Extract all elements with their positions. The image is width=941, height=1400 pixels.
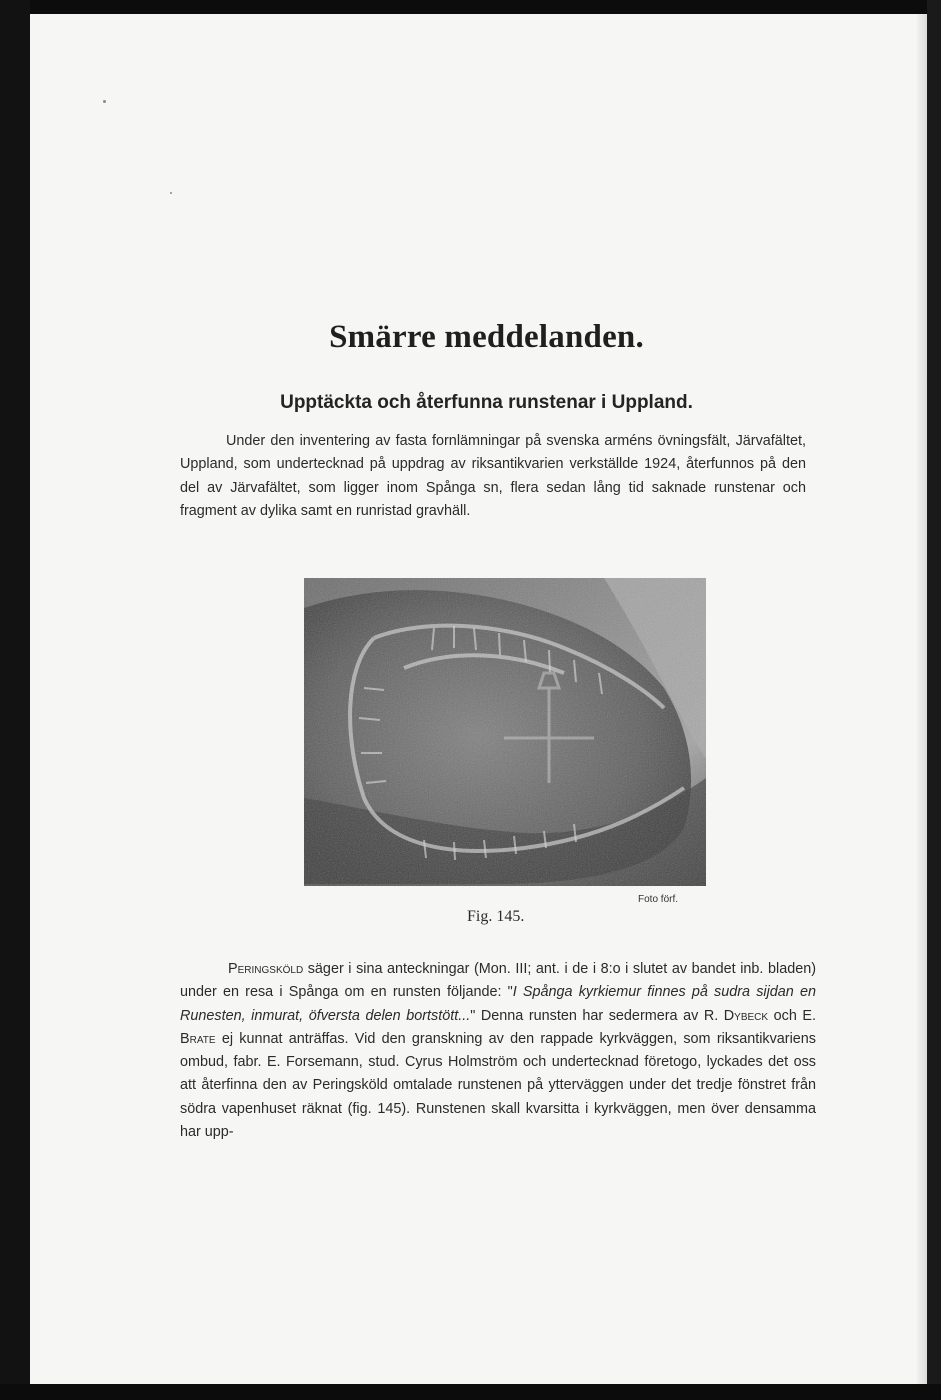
author-name: R. Dybeck xyxy=(703,1007,769,1024)
scan-border-top xyxy=(0,0,941,14)
photo-credit: Foto förf. xyxy=(638,894,679,905)
section-heading: Upptäckta och återfunna runstenar i Uppland. xyxy=(280,392,693,413)
runestone-photograph xyxy=(304,578,706,886)
paper-speck xyxy=(170,192,172,194)
scan-border-bottom xyxy=(0,1384,941,1400)
paragraph-text: säger i sina anteckningar (Mon. III; ant. i de i 8:o i slutet av bandet inb. bladen) under en resa i Spånga om en runsten följande: " xyxy=(180,961,816,1001)
paper-speck xyxy=(103,100,106,103)
scan-border-right xyxy=(927,0,941,1400)
quoted-text: I Spånga kyrkiemur finnes på sudra sijdan en Runesten, inmurat, öfversta delen bortstött... xyxy=(180,984,816,1024)
intro-paragraph: Under den inventering av fasta fornlämningar på svenska arméns övningsfält, Järvafältet, Uppland, som undertecknad på uppdrag av riksantikvarien verkställde 1924, återfunnos på den del av Järvafältet, som ligger inom Spånga sn, flera sedan lång tid saknade runstenar och fragment av dylika samt en runristad gravhäll. xyxy=(180,433,806,519)
scan-border-left xyxy=(0,0,30,1400)
body-paragraph xyxy=(180,958,816,1144)
paragraph-text: ej kunnat anträffas. Vid den granskning av den rappade kyrkväggen, som riksantikvariens ombud, fabr. E. Forsemann, stud. Cyrus Holmström och undertecknad företogo, lyckades det oss att återfinna den av Peringsköld omtalade runstenen på ytterväggen under det tredje fönstret från södra vapenhuset räknat (fig. 145). Runstenen skall kvarsitta i kyrkväggen, men över densamma har upp- xyxy=(180,1030,816,1141)
page-title: Smärre meddelanden. xyxy=(329,319,644,355)
author-name: E. Brate xyxy=(180,1007,816,1047)
paragraph-text: och xyxy=(768,1007,803,1024)
author-name: Peringsköld xyxy=(228,961,304,977)
figure-caption: Fig. 145. xyxy=(467,908,525,925)
paragraph-text: " Denna runsten har sedermera av xyxy=(470,1007,704,1024)
